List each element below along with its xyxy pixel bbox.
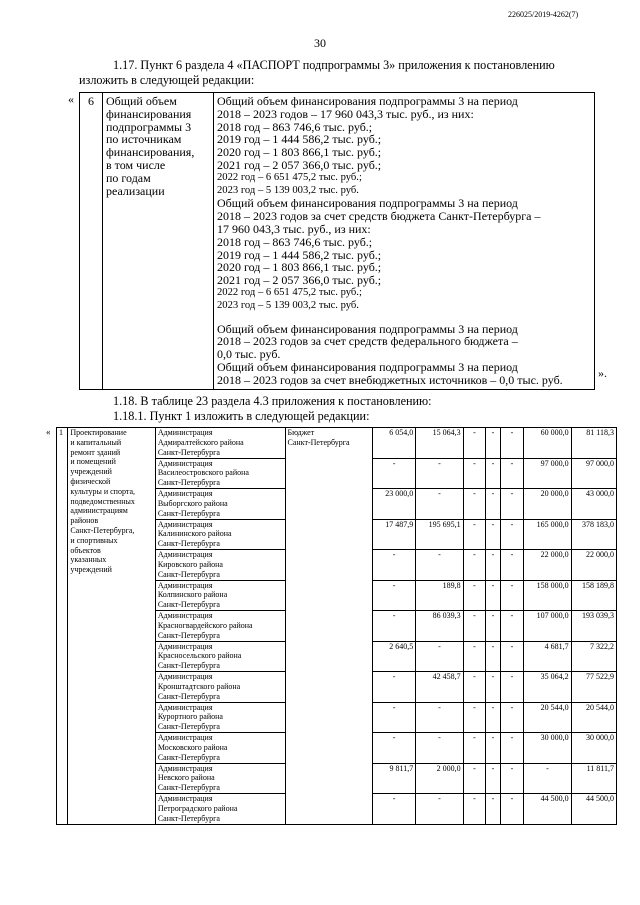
executor-cell: Администрация Невского района Санкт-Петербурга xyxy=(155,763,285,794)
value-cell: 22 000,0 xyxy=(571,550,616,581)
passport-row-name xyxy=(103,93,214,390)
value-cell: 6 054,0 xyxy=(373,428,416,459)
financing-line: 2019 год – 1 444 586,2 тыс. руб.; xyxy=(217,132,382,147)
value-cell: 42 458,7 xyxy=(416,672,463,703)
financing-line: 2019 год – 1 444 586,2 тыс. руб.; xyxy=(217,247,382,262)
executor-cell: Администрация Адмиралтейского района Санкт-Петербурга xyxy=(155,428,285,459)
value-cell: 158 189,8 xyxy=(571,580,616,611)
financing-line: Общий объем финансирования подпрограммы 3 на период xyxy=(217,359,518,374)
financing-line: Общий объем финансирования подпрограммы 3 на период xyxy=(217,321,518,336)
value-cell: - xyxy=(524,763,571,794)
value-cell: - xyxy=(500,641,524,672)
executor-cell: Администрация Курортного района Санкт-Петербурга xyxy=(155,702,285,733)
value-cell: - xyxy=(486,428,500,459)
financing-line: 2023 год – 5 139 003,2 тыс. руб. xyxy=(217,184,359,196)
value-cell: 17 487,9 xyxy=(373,519,416,550)
financing-line: Общий объем финансирования подпрограммы 3 на период xyxy=(217,94,518,108)
financing-line: 2018 – 2023 годов за счет внебюджетных источников – 0,0 тыс. руб. xyxy=(217,372,563,387)
value-cell: 4 681,7 xyxy=(524,641,571,672)
value-cell: - xyxy=(463,794,486,825)
financing-line: 2018 год – 863 746,6 тыс. руб.; xyxy=(217,119,373,134)
executor-cell: Администрация Василеостровского района Санкт-Петербурга xyxy=(155,458,285,489)
value-cell: - xyxy=(373,672,416,703)
value-cell: - xyxy=(373,611,416,642)
executor-cell: Администрация Красногвардейского района Санкт-Петербурга xyxy=(155,611,285,642)
value-cell: - xyxy=(463,489,486,520)
value-cell: 81 118,3 xyxy=(571,428,616,459)
value-cell: - xyxy=(500,489,524,520)
value-cell: - xyxy=(463,763,486,794)
value-cell: - xyxy=(463,672,486,703)
page-number: 30 xyxy=(314,36,326,50)
value-cell: - xyxy=(463,641,486,672)
value-cell: - xyxy=(463,733,486,764)
value-cell: - xyxy=(500,763,524,794)
passport-table xyxy=(79,92,595,390)
value-cell: - xyxy=(416,489,463,520)
value-cell: 107 000,0 xyxy=(524,611,571,642)
table-row xyxy=(57,428,617,459)
item-1-18-line2: 1.18.1. Пункт 1 изложить в следующей редакции: xyxy=(113,409,370,423)
executor-cell: Администрация Выборгского района Санкт-Петербурга xyxy=(155,489,285,520)
value-cell: - xyxy=(416,702,463,733)
value-cell: 9 811,7 xyxy=(373,763,416,794)
executor-cell: Администрация Петроградского района Санкт-Петербурга xyxy=(155,794,285,825)
value-cell: 20 544,0 xyxy=(524,702,571,733)
value-cell: 97 000,0 xyxy=(524,458,571,489)
value-cell: - xyxy=(416,733,463,764)
value-cell: - xyxy=(486,794,500,825)
value-cell: - xyxy=(486,489,500,520)
value-cell: - xyxy=(500,733,524,764)
value-cell: - xyxy=(463,702,486,733)
value-cell: - xyxy=(416,550,463,581)
value-cell: - xyxy=(486,611,500,642)
value-cell: - xyxy=(500,672,524,703)
table23 xyxy=(56,427,617,825)
value-cell: - xyxy=(486,519,500,550)
value-cell: - xyxy=(500,428,524,459)
value-cell: 2 000,0 xyxy=(416,763,463,794)
value-cell: 86 039,3 xyxy=(416,611,463,642)
passport-name-line: подпрограммы 3 xyxy=(106,119,192,134)
value-cell: 2 640,5 xyxy=(373,641,416,672)
value-cell: 7 322,2 xyxy=(571,641,616,672)
financing-line: 17 960 043,3 тыс. руб., из них: xyxy=(217,221,371,236)
value-cell: 158 000,0 xyxy=(524,580,571,611)
source-cell: Бюджет Санкт-Петербурга xyxy=(285,428,373,825)
passport-name-line: реализации xyxy=(106,183,165,198)
financing-line: 2022 год – 6 651 475,2 тыс. руб.; xyxy=(217,286,362,298)
value-cell: 44 500,0 xyxy=(524,794,571,825)
value-cell: - xyxy=(373,580,416,611)
passport-name-line: финансирования xyxy=(106,106,192,121)
value-cell: 20 544,0 xyxy=(571,702,616,733)
financing-line: 2022 год – 6 651 475,2 тыс. руб.; xyxy=(217,171,362,183)
open-quote: « xyxy=(68,92,74,106)
executor-cell: Администрация Колпинского района Санкт-Петербурга xyxy=(155,580,285,611)
passport-name-line: в том числе xyxy=(106,157,166,172)
value-cell: - xyxy=(416,794,463,825)
item-1-17-line2: изложить в следующей редакции: xyxy=(79,73,255,87)
financing-line: 2018 – 2023 годов за счет средств федерального бюджета – xyxy=(217,334,518,349)
value-cell: - xyxy=(500,458,524,489)
value-cell: 165 000,0 xyxy=(524,519,571,550)
value-cell: 30 000,0 xyxy=(571,733,616,764)
executor-cell: Администрация Красносельского района Санкт-Петербурга xyxy=(155,641,285,672)
value-cell: 43 000,0 xyxy=(571,489,616,520)
value-cell: 11 811,7 xyxy=(571,763,616,794)
value-cell: - xyxy=(416,458,463,489)
passport-financing-text xyxy=(214,93,595,390)
passport-name-line: по годам xyxy=(106,170,151,185)
value-cell: 22 000,0 xyxy=(524,550,571,581)
value-cell: - xyxy=(500,611,524,642)
value-cell: - xyxy=(373,702,416,733)
close-quote: ». xyxy=(598,366,607,380)
value-cell: - xyxy=(486,763,500,794)
financing-line: 2020 год – 1 803 866,1 тыс. руб.; xyxy=(217,260,382,275)
passport-row-number: 6 xyxy=(80,93,103,390)
financing-line: 2023 год – 5 139 003,2 тыс. руб. xyxy=(217,299,359,311)
value-cell: 195 695,1 xyxy=(416,519,463,550)
value-cell: - xyxy=(463,519,486,550)
value-cell: - xyxy=(463,428,486,459)
passport-name-line: финансирования, xyxy=(106,145,195,160)
value-cell: 44 500,0 xyxy=(571,794,616,825)
value-cell: - xyxy=(500,550,524,581)
financing-line: 2018 – 2023 годов – 17 960 043,3 тыс. руб., из них: xyxy=(217,106,474,121)
value-cell: - xyxy=(486,458,500,489)
financing-line: 2021 год – 2 057 366,0 тыс. руб.; xyxy=(217,273,382,288)
financing-line: 2018 – 2023 годов за счет средств бюджета Санкт-Петербурга – xyxy=(217,209,541,224)
value-cell: 97 000,0 xyxy=(571,458,616,489)
executor-cell: Администрация Калининского района Санкт-Петербурга xyxy=(155,519,285,550)
activity-cell: Проектирование и капитальный ремонт зданий и помещений учреждений физической культуры и спорта, подведомственных администрациям районов Санкт-Петербурга, и спортивных объектов указанных учреждений xyxy=(68,428,156,825)
passport-name-line: Общий объем xyxy=(106,94,177,108)
financing-line: 2018 год – 863 746,6 тыс. руб.; xyxy=(217,234,373,249)
item-1-18-line1: 1.18. В таблице 23 раздела 4.3 приложения к постановлению: xyxy=(113,394,432,408)
value-cell: 189,8 xyxy=(416,580,463,611)
value-cell: 193 039,3 xyxy=(571,611,616,642)
document-number: 226025/2019-4262(7) xyxy=(508,10,579,19)
value-cell: - xyxy=(463,580,486,611)
value-cell: - xyxy=(373,458,416,489)
value-cell: - xyxy=(463,458,486,489)
value-cell: - xyxy=(500,580,524,611)
passport-row xyxy=(80,93,595,390)
executor-cell: Администрация Московского района Санкт-Петербурга xyxy=(155,733,285,764)
passport-name-line: по источникам xyxy=(106,132,182,147)
value-cell: - xyxy=(373,733,416,764)
financing-line: Общий объем финансирования подпрограммы 3 на период xyxy=(217,196,518,211)
value-cell: - xyxy=(373,794,416,825)
value-cell: - xyxy=(500,519,524,550)
value-cell: - xyxy=(486,702,500,733)
executor-cell: Администрация Кронштадтского района Санкт-Петербурга xyxy=(155,672,285,703)
value-cell: 15 064,3 xyxy=(416,428,463,459)
row-number-cell: 1 xyxy=(57,428,68,825)
value-cell: - xyxy=(463,611,486,642)
value-cell: 30 000,0 xyxy=(524,733,571,764)
financing-line: 2021 год – 2 057 366,0 тыс. руб.; xyxy=(217,157,382,172)
financing-line: 0,0 тыс. руб. xyxy=(217,347,281,362)
value-cell: - xyxy=(486,733,500,764)
value-cell: - xyxy=(463,550,486,581)
value-cell: - xyxy=(373,550,416,581)
value-cell: - xyxy=(486,641,500,672)
value-cell: 35 064,2 xyxy=(524,672,571,703)
executor-cell: Администрация Кировского района Санкт-Петербурга xyxy=(155,550,285,581)
value-cell: - xyxy=(486,672,500,703)
value-cell: 23 000,0 xyxy=(373,489,416,520)
value-cell: 378 183,0 xyxy=(571,519,616,550)
financing-line: 2020 год – 1 803 866,1 тыс. руб.; xyxy=(217,145,382,160)
value-cell: 77 522,9 xyxy=(571,672,616,703)
table23-open-quote: « xyxy=(46,427,51,437)
value-cell: - xyxy=(500,702,524,733)
value-cell: 60 000,0 xyxy=(524,428,571,459)
value-cell: 20 000,0 xyxy=(524,489,571,520)
item-1-17-line1: 1.17. Пункт 6 раздела 4 «ПАСПОРТ подпрограммы 3» приложения к постановлению xyxy=(113,58,555,72)
value-cell: - xyxy=(486,550,500,581)
value-cell: - xyxy=(416,641,463,672)
value-cell: - xyxy=(486,580,500,611)
value-cell: - xyxy=(500,794,524,825)
